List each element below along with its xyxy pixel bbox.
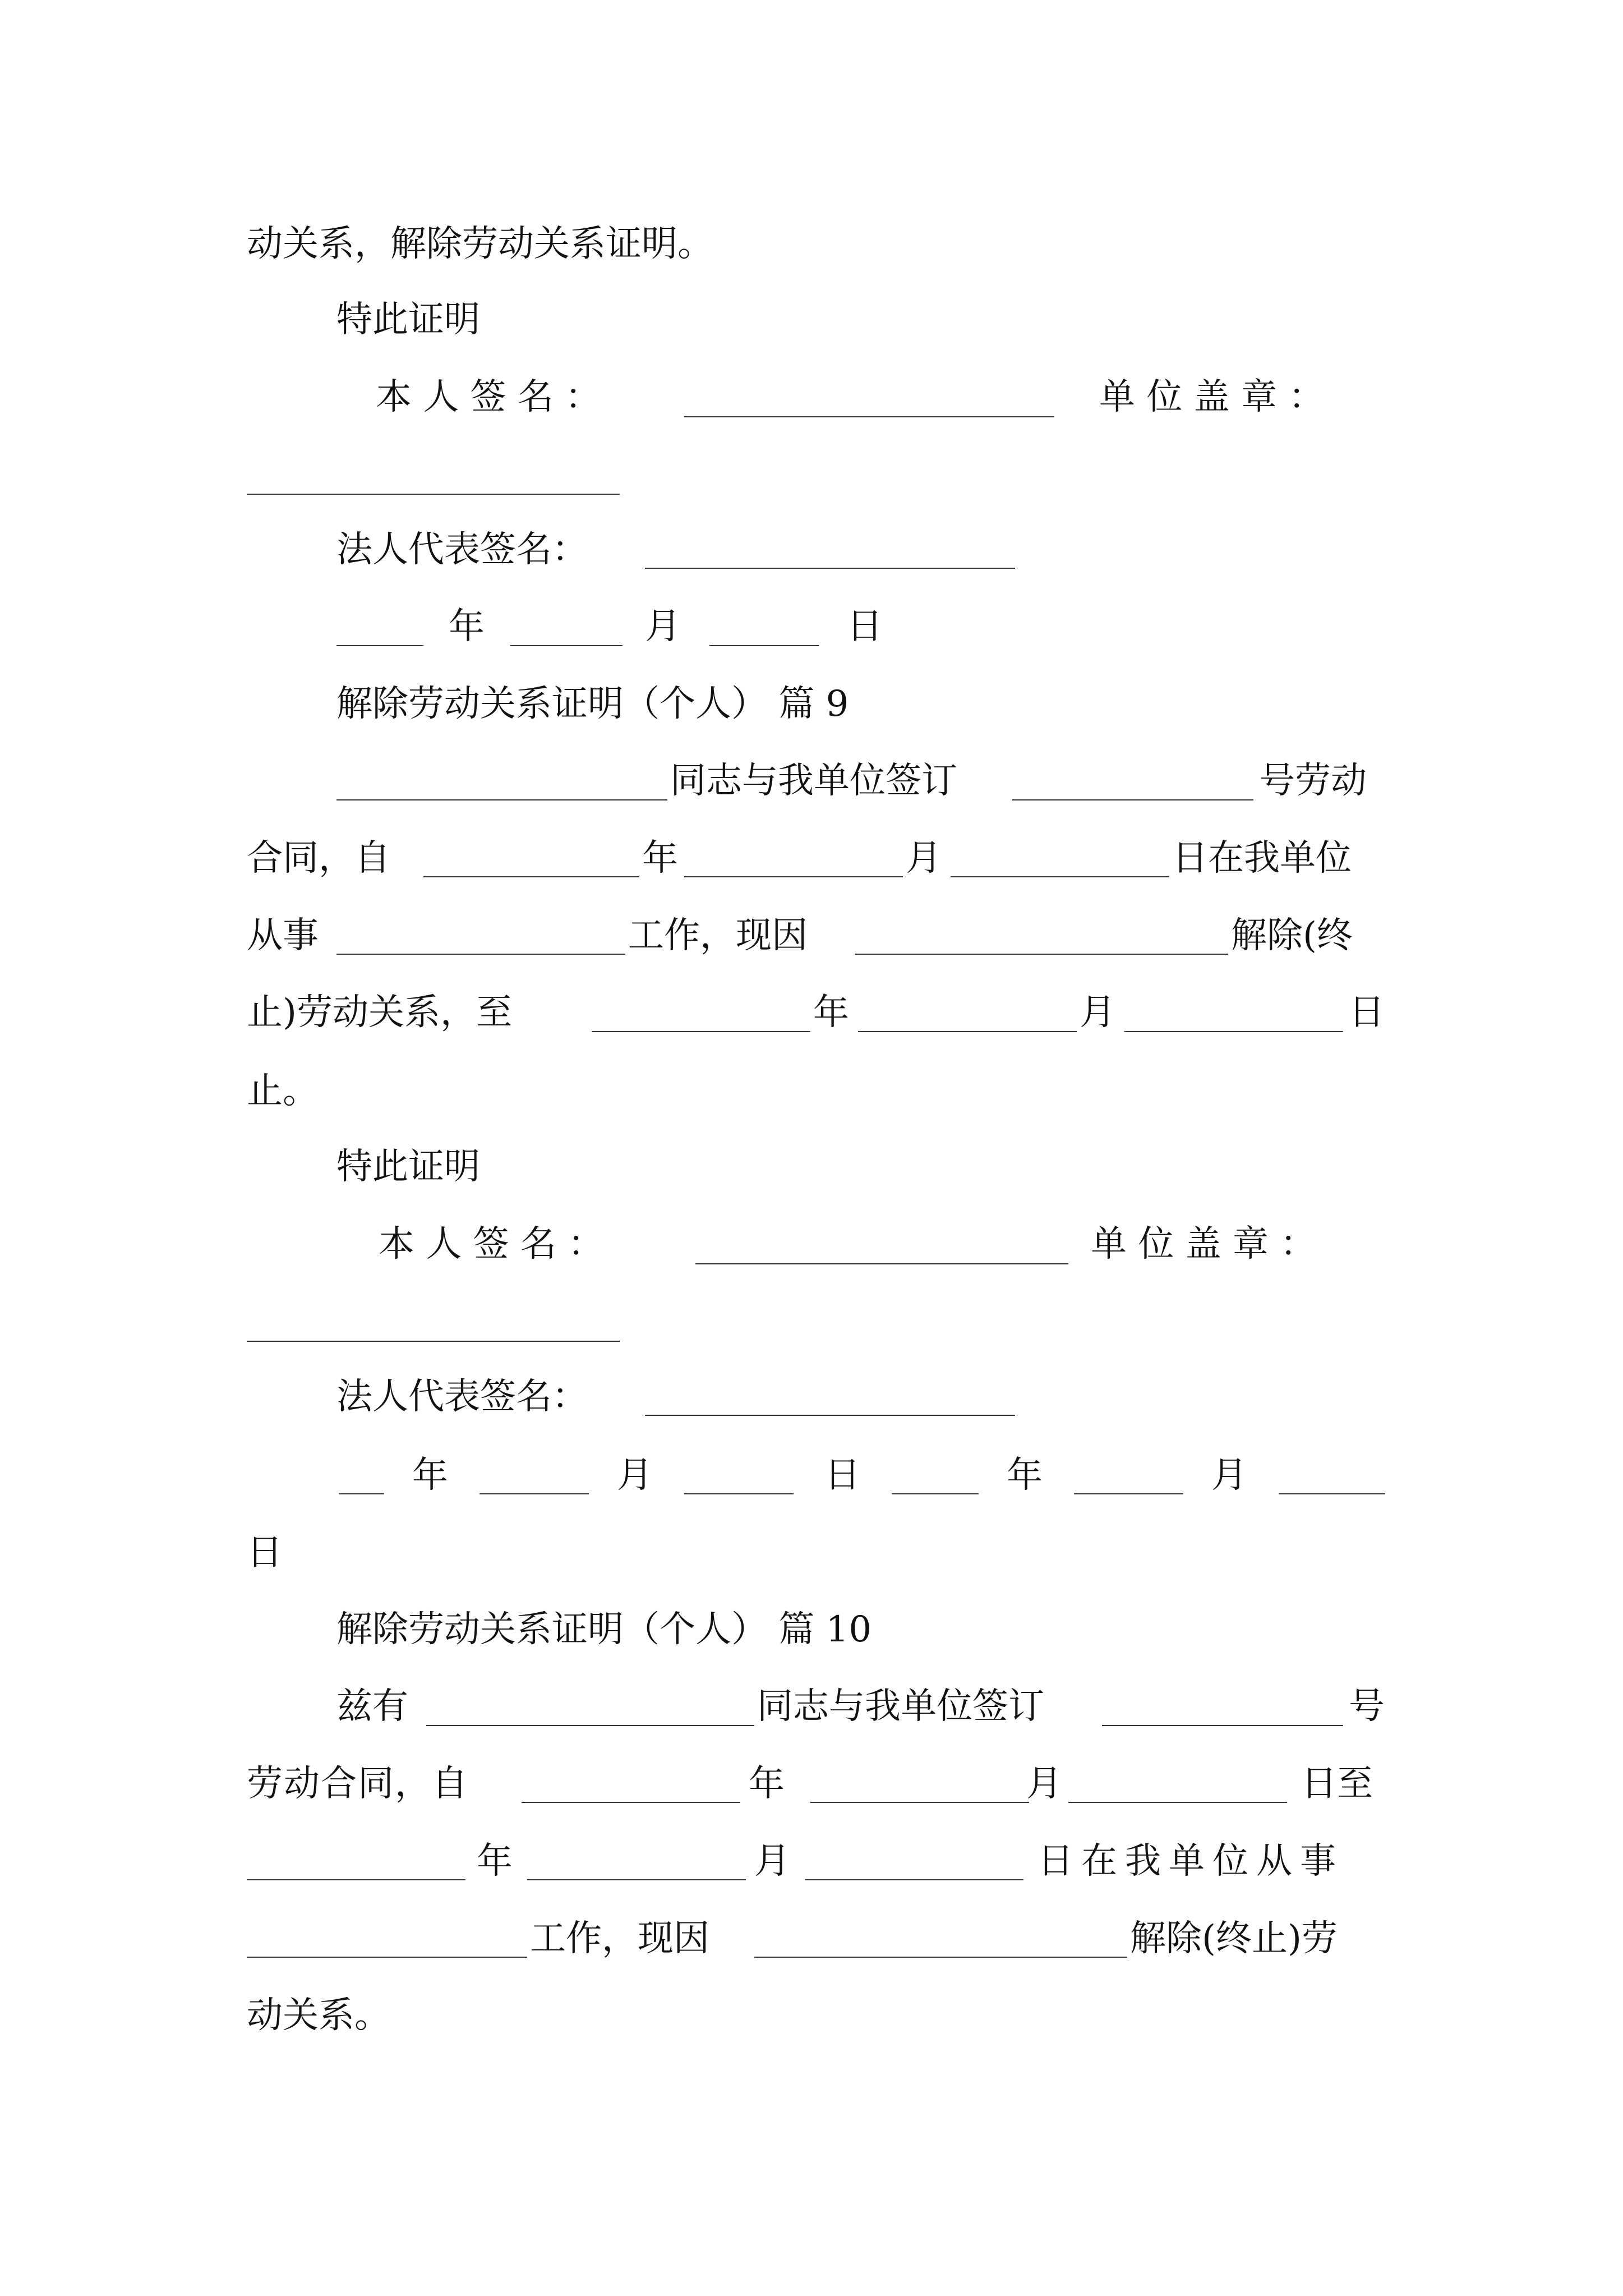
day-blank[interactable] bbox=[684, 1493, 794, 1494]
paragraph-text: 解除(终止)劳 bbox=[1130, 1918, 1338, 1959]
contract-number-blank[interactable] bbox=[1102, 1725, 1343, 1726]
contract-number-blank[interactable] bbox=[1012, 799, 1253, 800]
paragraph-text: 止。 bbox=[247, 1070, 319, 1112]
paragraph-text: 止)劳动关系，至 bbox=[247, 992, 512, 1033]
paragraph-text: 年 bbox=[749, 1763, 785, 1805]
paragraph-text: 工作，现因 bbox=[628, 915, 808, 956]
year-label: 年 bbox=[1007, 1455, 1043, 1496]
paragraph-text: 年 bbox=[642, 838, 678, 879]
paragraph-text: 月 bbox=[1080, 992, 1115, 1033]
statement-label: 特此证明 bbox=[336, 1146, 480, 1188]
paragraph-text: 合同，自 bbox=[247, 838, 390, 879]
month-blank[interactable] bbox=[810, 1802, 1029, 1803]
paragraph-text: 年 bbox=[477, 1841, 513, 1882]
year-blank[interactable] bbox=[336, 645, 423, 646]
month-blank[interactable] bbox=[858, 1031, 1077, 1032]
signature-label: 本 人 签 名 ： bbox=[376, 376, 601, 418]
day-label: 日 bbox=[847, 606, 883, 647]
year-blank[interactable] bbox=[423, 876, 639, 877]
year-blank[interactable] bbox=[339, 1493, 384, 1494]
paragraph-line: 动关系，解除劳动关系证明。 bbox=[247, 223, 713, 265]
legal-rep-blank[interactable] bbox=[645, 1415, 1015, 1416]
year-blank[interactable] bbox=[892, 1493, 979, 1494]
paragraph-text: 日 bbox=[1349, 992, 1385, 1033]
paragraph-text: 月 bbox=[1026, 1763, 1062, 1805]
paragraph-text: 同志与我单位签订 bbox=[757, 1686, 1044, 1727]
paragraph-text: 工作，现因 bbox=[530, 1918, 709, 1959]
month-blank[interactable] bbox=[479, 1493, 589, 1494]
section-heading: 解除劳动关系证明（个人） 篇 10 bbox=[336, 1609, 872, 1650]
month-label: 月 bbox=[617, 1455, 653, 1496]
paragraph-text: 年 bbox=[813, 992, 849, 1033]
day-label: 日 bbox=[824, 1455, 860, 1496]
day-blank[interactable] bbox=[709, 645, 819, 646]
month-blank[interactable] bbox=[527, 1879, 746, 1880]
year-label: 年 bbox=[449, 606, 485, 647]
paragraph-text: 解除(终 bbox=[1231, 915, 1353, 956]
paragraph-text: 兹有 bbox=[336, 1686, 408, 1727]
seal-blank[interactable] bbox=[247, 494, 620, 495]
seal-blank[interactable] bbox=[247, 1341, 620, 1342]
year-blank[interactable] bbox=[522, 1802, 740, 1803]
paragraph-text: 日在我单位从事 bbox=[1038, 1841, 1344, 1882]
year-blank[interactable] bbox=[592, 1031, 810, 1032]
day-blank[interactable] bbox=[951, 876, 1169, 877]
paragraph-text: 月 bbox=[906, 838, 942, 879]
day-blank[interactable] bbox=[1124, 1031, 1343, 1032]
seal-label: 单 位 盖 章 ： bbox=[1091, 1223, 1316, 1265]
legal-rep-blank[interactable] bbox=[645, 568, 1015, 569]
reason-blank[interactable] bbox=[855, 954, 1228, 955]
month-blank[interactable] bbox=[1074, 1493, 1183, 1494]
signature-blank[interactable] bbox=[695, 1263, 1068, 1264]
paragraph-text: 号 bbox=[1349, 1686, 1385, 1727]
month-label: 月 bbox=[1211, 1455, 1247, 1496]
reason-blank[interactable] bbox=[754, 1957, 1127, 1958]
month-blank[interactable] bbox=[510, 645, 623, 646]
paragraph-text: 从事 bbox=[247, 915, 319, 956]
job-blank[interactable] bbox=[336, 954, 625, 955]
section-heading: 解除劳动关系证明（个人） 篇 9 bbox=[336, 683, 849, 725]
legal-rep-label: 法人代表签名： bbox=[336, 529, 588, 570]
name-blank[interactable] bbox=[336, 799, 667, 800]
signature-blank[interactable] bbox=[684, 416, 1054, 417]
month-blank[interactable] bbox=[684, 876, 903, 877]
year-blank[interactable] bbox=[247, 1879, 465, 1880]
seal-label: 单 位 盖 章 ： bbox=[1099, 376, 1325, 418]
paragraph-text: 日在我单位 bbox=[1172, 838, 1352, 879]
paragraph-text: 同志与我单位签订 bbox=[670, 760, 957, 802]
legal-rep-label: 法人代表签名： bbox=[336, 1376, 588, 1418]
paragraph-text: 动关系。 bbox=[247, 1995, 390, 2036]
day-blank[interactable] bbox=[805, 1879, 1023, 1880]
paragraph-text: 号劳动 bbox=[1259, 760, 1367, 802]
year-label: 年 bbox=[412, 1455, 448, 1496]
day-blank[interactable] bbox=[1279, 1493, 1385, 1494]
paragraph-text: 月 bbox=[754, 1841, 790, 1882]
name-blank[interactable] bbox=[426, 1725, 754, 1726]
statement-label: 特此证明 bbox=[336, 299, 480, 341]
job-blank[interactable] bbox=[247, 1957, 527, 1958]
day-label: 日 bbox=[247, 1532, 283, 1573]
signature-label: 本 人 签 名 ： bbox=[379, 1223, 604, 1265]
month-label: 月 bbox=[645, 606, 681, 647]
paragraph-text: 劳动合同，自 bbox=[247, 1763, 469, 1805]
day-blank[interactable] bbox=[1068, 1802, 1287, 1803]
paragraph-text: 日至 bbox=[1301, 1763, 1373, 1805]
